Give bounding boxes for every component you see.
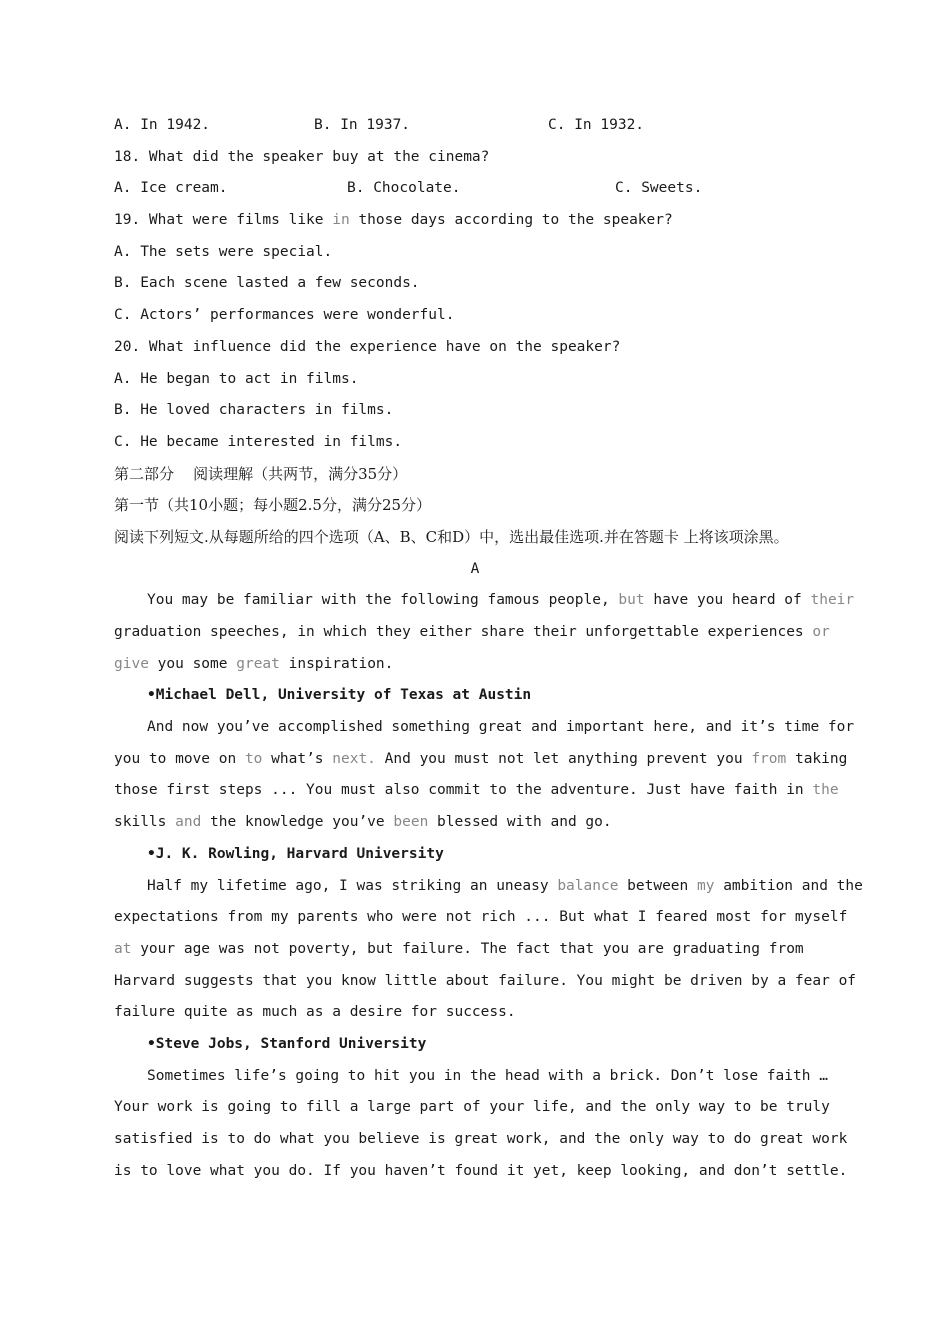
dell-line-1: And now you’ve accomplished something great and important here, and it’s time for bbox=[147, 719, 855, 736]
q19-text-b: those days according to the speaker? bbox=[349, 212, 673, 229]
q19-text-g: in bbox=[332, 212, 350, 229]
t: or bbox=[812, 624, 830, 641]
dell-line-3 bbox=[114, 775, 839, 807]
jobs-line-2: Your work is going to fill a large part of your life, and the only way to be truly bbox=[114, 1099, 830, 1116]
q19-option-b: B. Each scene lasted a few seconds. bbox=[114, 275, 420, 292]
t: taking bbox=[786, 750, 848, 767]
t: but bbox=[618, 592, 645, 609]
t: you to move on bbox=[114, 750, 245, 767]
q19-question bbox=[114, 205, 836, 237]
intro-line-2 bbox=[114, 617, 836, 649]
q17-option-b: B. In 1937. bbox=[314, 117, 411, 133]
rowling-line-4: Harvard suggests that you know little about failure. You might be driven by a fear of bbox=[114, 972, 857, 989]
q17-options bbox=[114, 110, 836, 142]
t: their bbox=[810, 592, 855, 609]
t: You may be familiar with the following famous people, bbox=[147, 592, 619, 609]
t: And you must not let anything prevent you bbox=[375, 750, 752, 767]
q20-option-c: C. He became interested in films. bbox=[114, 433, 403, 450]
q19-text-a: 19. What were films like bbox=[114, 212, 333, 229]
t: your age was not poverty, but failure. The fact that you are graduating from bbox=[131, 940, 804, 957]
passage-letter: A bbox=[470, 560, 480, 577]
q17-option-c: C. In 1932. bbox=[548, 117, 645, 133]
q20-option-b: B. He loved characters in films. bbox=[114, 402, 394, 419]
q17-option-a: A. In 1942. bbox=[114, 117, 211, 133]
jobs-line-1: Sometimes life’s going to hit you in the head with a brick. Don’t lose faith … bbox=[147, 1067, 828, 1084]
t: between bbox=[618, 877, 697, 894]
t: Half my lifetime ago, I was striking an uneasy bbox=[147, 877, 558, 894]
q18-question: 18. What did the speaker buy at the cinema? bbox=[114, 148, 490, 165]
t: from bbox=[751, 750, 787, 767]
q19-option-c: C. Actors’ performances were wonderful. bbox=[114, 307, 455, 324]
t: the bbox=[812, 782, 839, 799]
rowling-line-2: expectations from my parents who were not rich ... But what I feared most for myself bbox=[114, 909, 848, 926]
t: those first steps ... You must also commit to the adventure. Just have faith in bbox=[114, 782, 813, 799]
t: what’s bbox=[262, 750, 333, 767]
t: ambition and the bbox=[714, 877, 863, 894]
rowling-heading: •J. K. Rowling, Harvard University bbox=[147, 845, 444, 862]
t: at bbox=[114, 940, 132, 957]
t: great bbox=[236, 655, 280, 672]
intro-line-3 bbox=[114, 649, 836, 681]
dell-line-2 bbox=[114, 744, 848, 776]
instruction: 阅读下列短文.从每题所给的四个选项（A、B、C和D）中，选出最佳选项.并在答题卡 上将该项涂黑。 bbox=[114, 527, 789, 546]
dell-heading: •Michael Dell, University of Texas at Austin bbox=[147, 687, 532, 704]
q19-option-a: A. The sets were special. bbox=[114, 243, 333, 260]
jobs-heading: •Steve Jobs, Stanford University bbox=[147, 1035, 427, 1052]
t: you some bbox=[148, 655, 237, 672]
t: been bbox=[393, 814, 429, 831]
t: next. bbox=[332, 750, 376, 767]
t: the knowledge you’ve bbox=[201, 814, 394, 831]
t: skills bbox=[114, 814, 176, 831]
page-content bbox=[114, 110, 863, 1187]
q18-options bbox=[114, 173, 836, 205]
jobs-line-4: is to love what you do. If you haven’t found it yet, keep looking, and don’t settle. bbox=[114, 1162, 848, 1179]
t: graduation speeches, in which they either share their unforgettable experiences bbox=[114, 624, 813, 641]
t: give bbox=[114, 655, 149, 672]
t: blessed with and go. bbox=[428, 814, 612, 831]
t: inspiration. bbox=[279, 655, 394, 672]
q20-question: 20. What influence did the experience have on the speaker? bbox=[114, 338, 621, 355]
t: and bbox=[175, 814, 202, 831]
rowling-line-1 bbox=[114, 871, 863, 903]
sub-title: 第一节（共10小题；每小题2.5分，满分25分） bbox=[114, 496, 432, 515]
jobs-line-3: satisfied is to do what you believe is great work, and the only way to do great work bbox=[114, 1131, 848, 1148]
q18-option-a: A. Ice cream. bbox=[114, 180, 228, 197]
part-title: 第二部分 阅读理解（共两节，满分35分） bbox=[114, 464, 408, 483]
q18-option-c: C. Sweets. bbox=[615, 180, 703, 197]
q18-option-b: B. Chocolate. bbox=[347, 180, 461, 197]
t: balance bbox=[557, 877, 619, 894]
rowling-line-5: failure quite as much as a desire for success. bbox=[114, 1004, 516, 1021]
t: my bbox=[697, 877, 715, 894]
t: to bbox=[244, 750, 263, 767]
q20-option-a: A. He began to act in films. bbox=[114, 370, 359, 387]
dell-line-4 bbox=[114, 807, 836, 839]
t: have you heard of bbox=[644, 592, 811, 609]
rowling-line-3 bbox=[114, 934, 836, 966]
intro-line-1 bbox=[114, 585, 855, 617]
